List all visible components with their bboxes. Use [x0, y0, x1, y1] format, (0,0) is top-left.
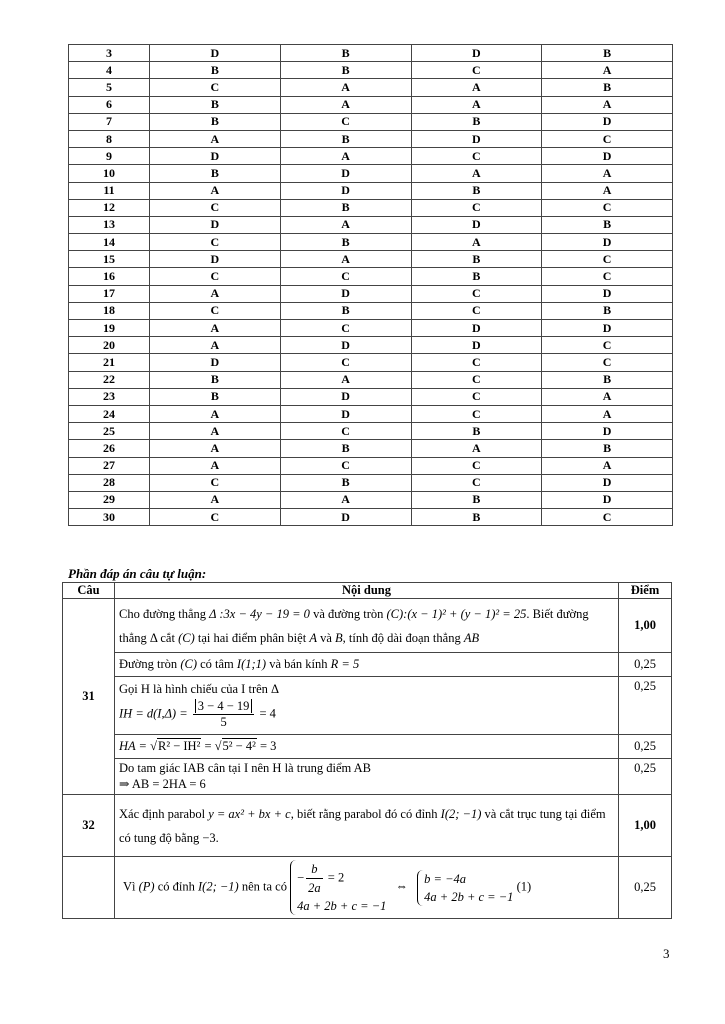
answer-cell: B — [280, 62, 411, 79]
answer-cell: A — [280, 96, 411, 113]
answer-cell: D — [150, 148, 281, 165]
answer-cell: B — [542, 45, 673, 62]
answer-cell: D — [542, 320, 673, 337]
q32-step1-number-cell — [63, 857, 115, 919]
answer-cell: C — [411, 285, 542, 302]
table-row — [69, 130, 673, 147]
answer-cell: B — [150, 62, 281, 79]
answer-cell: C — [150, 234, 281, 251]
question-number-cell: 28 — [69, 474, 150, 491]
answer-cell: A — [542, 457, 673, 474]
answer-cell: B — [280, 45, 411, 62]
question-number-cell: 27 — [69, 457, 150, 474]
q32-step1-text-2: có đỉnh — [157, 879, 195, 894]
question-number-cell: 6 — [69, 96, 150, 113]
answer-cell: A — [150, 440, 281, 457]
table-row — [69, 509, 673, 526]
question-number-cell: 5 — [69, 79, 150, 96]
answer-cell: B — [411, 491, 542, 508]
q32-problem-row — [63, 795, 672, 857]
answer-cell: C — [411, 457, 542, 474]
table-row — [69, 371, 673, 388]
table-row — [69, 62, 673, 79]
answer-cell: A — [280, 251, 411, 268]
question-number-cell: 29 — [69, 491, 150, 508]
table-row — [69, 216, 673, 233]
question-number-cell: 19 — [69, 320, 150, 337]
answer-cell: C — [280, 354, 411, 371]
answer-table-body — [69, 45, 673, 526]
answer-cell: B — [150, 165, 281, 182]
q32-problem-points: 1,00 — [619, 795, 672, 857]
q31-step4 — [115, 759, 619, 795]
table-row — [69, 337, 673, 354]
q31-step4-points: 0,25 — [619, 759, 672, 795]
question-number-cell: 12 — [69, 199, 150, 216]
answer-cell: D — [280, 337, 411, 354]
q31-text-3: . Biết đường thẳng Δ cắt — [119, 606, 589, 645]
q32-text-1: Xác định parabol — [119, 806, 206, 821]
q32-system-1 — [290, 860, 386, 915]
essay-answer-table — [62, 582, 672, 919]
answer-cell: B — [542, 79, 673, 96]
answer-cell: C — [542, 251, 673, 268]
answer-cell: D — [280, 388, 411, 405]
q31-text-5: , tính độ dài đoạn thẳng — [342, 630, 461, 645]
answer-cell: B — [411, 182, 542, 199]
question-number-cell: 24 — [69, 405, 150, 422]
q31-step4-line2: ⇒ AB = 2HA = 6 — [119, 777, 206, 791]
q32-step1 — [115, 857, 619, 919]
q32-system-2 — [417, 870, 513, 906]
table-row — [69, 474, 673, 491]
q31-step3-sqrt-1: R² − IH² — [158, 739, 201, 753]
q31-line-equation: Δ :3x − 4y − 19 = 0 — [209, 606, 310, 621]
answer-cell: A — [150, 457, 281, 474]
q32-sys1-minus: − — [297, 870, 305, 885]
q32-equation-label: (1) — [516, 879, 532, 894]
answer-cell: A — [150, 182, 281, 199]
answer-cell: C — [411, 199, 542, 216]
answer-cell: C — [411, 405, 542, 422]
answer-cell: C — [542, 199, 673, 216]
answer-cell: D — [411, 130, 542, 147]
answer-cell: B — [150, 113, 281, 130]
question-number-cell: 30 — [69, 509, 150, 526]
question-number-cell: 25 — [69, 423, 150, 440]
q31-step1-row — [63, 653, 672, 677]
answer-cell: D — [150, 251, 281, 268]
answer-cell: B — [542, 216, 673, 233]
table-row — [69, 457, 673, 474]
q31-step2 — [115, 677, 619, 735]
answer-cell: A — [150, 320, 281, 337]
answer-cell: C — [542, 509, 673, 526]
table-row — [69, 182, 673, 199]
answer-cell: A — [150, 130, 281, 147]
answer-cell: B — [280, 234, 411, 251]
answer-cell: C — [150, 268, 281, 285]
q32-vertex: I(2; −1) — [440, 806, 482, 821]
question-number-cell: 3 — [69, 45, 150, 62]
table-row — [69, 405, 673, 422]
table-row — [69, 165, 673, 182]
answer-cell: D — [542, 474, 673, 491]
table-row — [69, 251, 673, 268]
answer-cell: D — [542, 113, 673, 130]
q31-text-4: tại hai điểm phân biệt — [197, 630, 307, 645]
answer-cell: C — [150, 79, 281, 96]
answer-cell: C — [411, 474, 542, 491]
q31-step3-rhs: = 3 — [259, 739, 277, 753]
answer-cell: B — [280, 130, 411, 147]
q31-step2-text: Gọi H là hình chiếu của I trên Δ — [119, 681, 280, 696]
answer-table — [68, 44, 673, 526]
q31-step1-text-2: có tâm — [200, 657, 234, 671]
answer-cell: C — [150, 199, 281, 216]
answer-cell: B — [542, 302, 673, 319]
answer-cell: A — [150, 285, 281, 302]
answer-cell: A — [542, 165, 673, 182]
answer-cell: A — [280, 148, 411, 165]
answer-cell: D — [280, 182, 411, 199]
answer-cell: A — [411, 96, 542, 113]
question-number-cell: 7 — [69, 113, 150, 130]
q32-number: 32 — [63, 795, 115, 857]
q31-step2-lhs: IH = d(I,Δ) = — [119, 705, 188, 720]
q31-step3-lhs: HA = — [119, 739, 147, 753]
sqrt-icon: √ — [150, 739, 157, 753]
answer-cell: C — [280, 423, 411, 440]
table-row — [69, 354, 673, 371]
answer-cell: C — [150, 302, 281, 319]
q31-point-a: A — [309, 630, 317, 645]
answer-cell: B — [411, 113, 542, 130]
answer-cell: A — [280, 371, 411, 388]
question-number-cell: 9 — [69, 148, 150, 165]
q31-text-1: Cho đường thẳng — [119, 606, 206, 621]
answer-cell: B — [280, 199, 411, 216]
answer-cell: C — [542, 130, 673, 147]
q31-step4-row — [63, 759, 672, 795]
answer-cell: A — [411, 79, 542, 96]
question-number-cell: 17 — [69, 285, 150, 302]
answer-cell: B — [150, 96, 281, 113]
answer-cell: D — [150, 216, 281, 233]
q31-number: 31 — [63, 599, 115, 795]
header-question: Câu — [63, 583, 115, 599]
q31-point-b: B — [335, 630, 343, 645]
answer-cell: A — [542, 405, 673, 422]
answer-cell: C — [280, 113, 411, 130]
answer-cell: A — [542, 96, 673, 113]
q32-value: −3 — [202, 830, 216, 845]
answer-cell: B — [280, 440, 411, 457]
q31-step1-radius: R = 5 — [330, 657, 360, 671]
header-points: Điểm — [619, 583, 672, 599]
q31-step2-points: 0,25 — [619, 677, 672, 735]
answer-cell: D — [542, 148, 673, 165]
q31-text-and: và — [320, 630, 332, 645]
answer-cell: D — [411, 216, 542, 233]
q32-sys2-line1: b = −4a — [424, 871, 467, 886]
table-row — [69, 79, 673, 96]
answer-cell: C — [542, 354, 673, 371]
answer-cell: A — [280, 491, 411, 508]
question-number-cell: 18 — [69, 302, 150, 319]
q31-step2-fraction — [193, 699, 255, 730]
answer-cell: D — [150, 354, 281, 371]
answer-cell: B — [411, 268, 542, 285]
answer-cell: C — [411, 62, 542, 79]
q31-step2-rhs: = 4 — [259, 705, 276, 720]
q31-step3-points: 0,25 — [619, 735, 672, 759]
page-number: 3 — [663, 946, 670, 961]
q32-step1-row — [63, 857, 672, 919]
q32-step1-parabola: (P) — [138, 879, 155, 894]
q31-step1-text-3: và bán kính — [269, 657, 328, 671]
answer-cell: A — [542, 62, 673, 79]
table-row — [69, 491, 673, 508]
q32-sys1-numerator: b — [311, 862, 318, 876]
q31-problem-row — [63, 599, 672, 653]
question-number-cell: 26 — [69, 440, 150, 457]
answer-cell: D — [150, 45, 281, 62]
answer-cell: D — [542, 491, 673, 508]
table-row — [69, 113, 673, 130]
table-row — [69, 440, 673, 457]
question-number-cell: 22 — [69, 371, 150, 388]
q32-text-3: và cắt trục tung tại điểm có tung độ bằng — [119, 806, 606, 845]
question-number-cell: 11 — [69, 182, 150, 199]
answer-cell: A — [150, 423, 281, 440]
header-content: Nội dung — [115, 583, 619, 599]
q31-step2-row — [63, 677, 672, 735]
q31-step2-formula — [119, 699, 614, 730]
question-number-cell: 15 — [69, 251, 150, 268]
q31-step1-center: I(1;1) — [236, 657, 267, 671]
answer-cell: B — [150, 388, 281, 405]
q31-problem-points: 1,00 — [619, 599, 672, 653]
answer-cell: A — [542, 182, 673, 199]
question-number-cell: 8 — [69, 130, 150, 147]
answer-cell: B — [150, 371, 281, 388]
q31-step2-numerator: 3 − 4 − 19 — [195, 699, 253, 713]
answer-cell: B — [411, 251, 542, 268]
answer-cell: C — [280, 457, 411, 474]
answer-cell: C — [411, 371, 542, 388]
q32-sys1-rhs: = 2 — [327, 870, 345, 885]
answer-cell: A — [150, 337, 281, 354]
answer-cell: D — [411, 45, 542, 62]
answer-cell: A — [150, 405, 281, 422]
table-row — [69, 148, 673, 165]
answer-cell: B — [280, 302, 411, 319]
q31-step3 — [115, 735, 619, 759]
answer-cell: C — [542, 268, 673, 285]
q32-text-2: , biết rằng parabol đó có đỉnh — [290, 806, 438, 821]
table-row — [69, 199, 673, 216]
q31-step2-denominator: 5 — [220, 714, 227, 729]
table-row — [69, 45, 673, 62]
q32-step1-points: 0,25 — [619, 857, 672, 919]
q32-sys1-line2: 4a + 2b + c = −1 — [297, 899, 387, 913]
q31-step3-equals: = — [204, 739, 212, 753]
q31-step3-sqrt-2: 5² − 4² — [222, 739, 256, 753]
table-row — [69, 302, 673, 319]
q31-text-2: và đường tròn — [313, 606, 384, 621]
essay-heading: Phần đáp án câu tự luận: — [68, 566, 207, 581]
answer-cell: D — [280, 405, 411, 422]
q32-step1-text-1: Vì — [123, 879, 136, 894]
question-number-cell: 13 — [69, 216, 150, 233]
answer-cell: C — [280, 320, 411, 337]
answer-cell: D — [411, 337, 542, 354]
q32-parabola-equation: y = ax² + bx + c — [208, 806, 291, 821]
q31-segment-ab: AB — [463, 630, 480, 645]
answer-cell: C — [280, 268, 411, 285]
q32-step1-vertex: I(2; −1) — [198, 879, 239, 894]
q32-text-4: . — [215, 830, 219, 845]
answer-cell: A — [411, 440, 542, 457]
q31-step1 — [115, 653, 619, 677]
q31-circle-label: (C) — [178, 630, 195, 645]
q31-step1-text-1: Đường tròn — [119, 657, 178, 671]
q31-circle-equation: (C):(x − 1)² + (y − 1)² = 25 — [386, 606, 527, 621]
question-number-cell: 23 — [69, 388, 150, 405]
question-number-cell: 16 — [69, 268, 150, 285]
answer-cell: C — [150, 509, 281, 526]
q31-problem — [115, 599, 619, 653]
answer-cell: B — [542, 440, 673, 457]
q32-sys2-line2: 4a + 2b + c = −1 — [424, 889, 514, 904]
table-row — [69, 423, 673, 440]
answer-cell: C — [411, 354, 542, 371]
q32-iff: ⇔ — [395, 879, 409, 894]
essay-header-row — [63, 583, 672, 599]
table-row — [69, 268, 673, 285]
q31-step1-circle: (C) — [180, 657, 197, 671]
answer-cell: A — [542, 388, 673, 405]
answer-cell: A — [150, 491, 281, 508]
answer-cell: A — [280, 216, 411, 233]
answer-cell: B — [542, 371, 673, 388]
table-row — [69, 285, 673, 302]
q32-problem — [115, 795, 619, 857]
question-number-cell: 10 — [69, 165, 150, 182]
table-row — [69, 388, 673, 405]
answer-cell: C — [150, 474, 281, 491]
answer-cell: D — [280, 285, 411, 302]
q31-step3-row — [63, 735, 672, 759]
table-row — [69, 320, 673, 337]
answer-cell: A — [411, 165, 542, 182]
answer-cell: C — [542, 337, 673, 354]
q31-step4-line1: Do tam giác IAB cân tại I nên H là trung điểm AB — [119, 761, 372, 775]
question-number-cell: 14 — [69, 234, 150, 251]
answer-cell: D — [542, 285, 673, 302]
answer-cell: D — [280, 165, 411, 182]
answer-cell: D — [280, 509, 411, 526]
answer-cell: D — [411, 320, 542, 337]
answer-cell: A — [280, 79, 411, 96]
question-number-cell: 4 — [69, 62, 150, 79]
q32-sys1-denominator: 2a — [308, 881, 321, 895]
sqrt-icon: √ — [214, 739, 222, 753]
table-row — [69, 234, 673, 251]
answer-cell: D — [542, 423, 673, 440]
answer-cell: C — [411, 388, 542, 405]
question-number-cell: 20 — [69, 337, 150, 354]
answer-cell: B — [411, 423, 542, 440]
table-row — [69, 96, 673, 113]
question-number-cell: 21 — [69, 354, 150, 371]
answer-cell: C — [411, 148, 542, 165]
answer-cell: B — [280, 474, 411, 491]
answer-cell: D — [542, 234, 673, 251]
answer-cell: C — [411, 302, 542, 319]
q32-step1-text-3: nên ta có — [241, 879, 287, 894]
answer-cell: A — [411, 234, 542, 251]
q31-step1-points: 0,25 — [619, 653, 672, 677]
answer-cell: B — [411, 509, 542, 526]
